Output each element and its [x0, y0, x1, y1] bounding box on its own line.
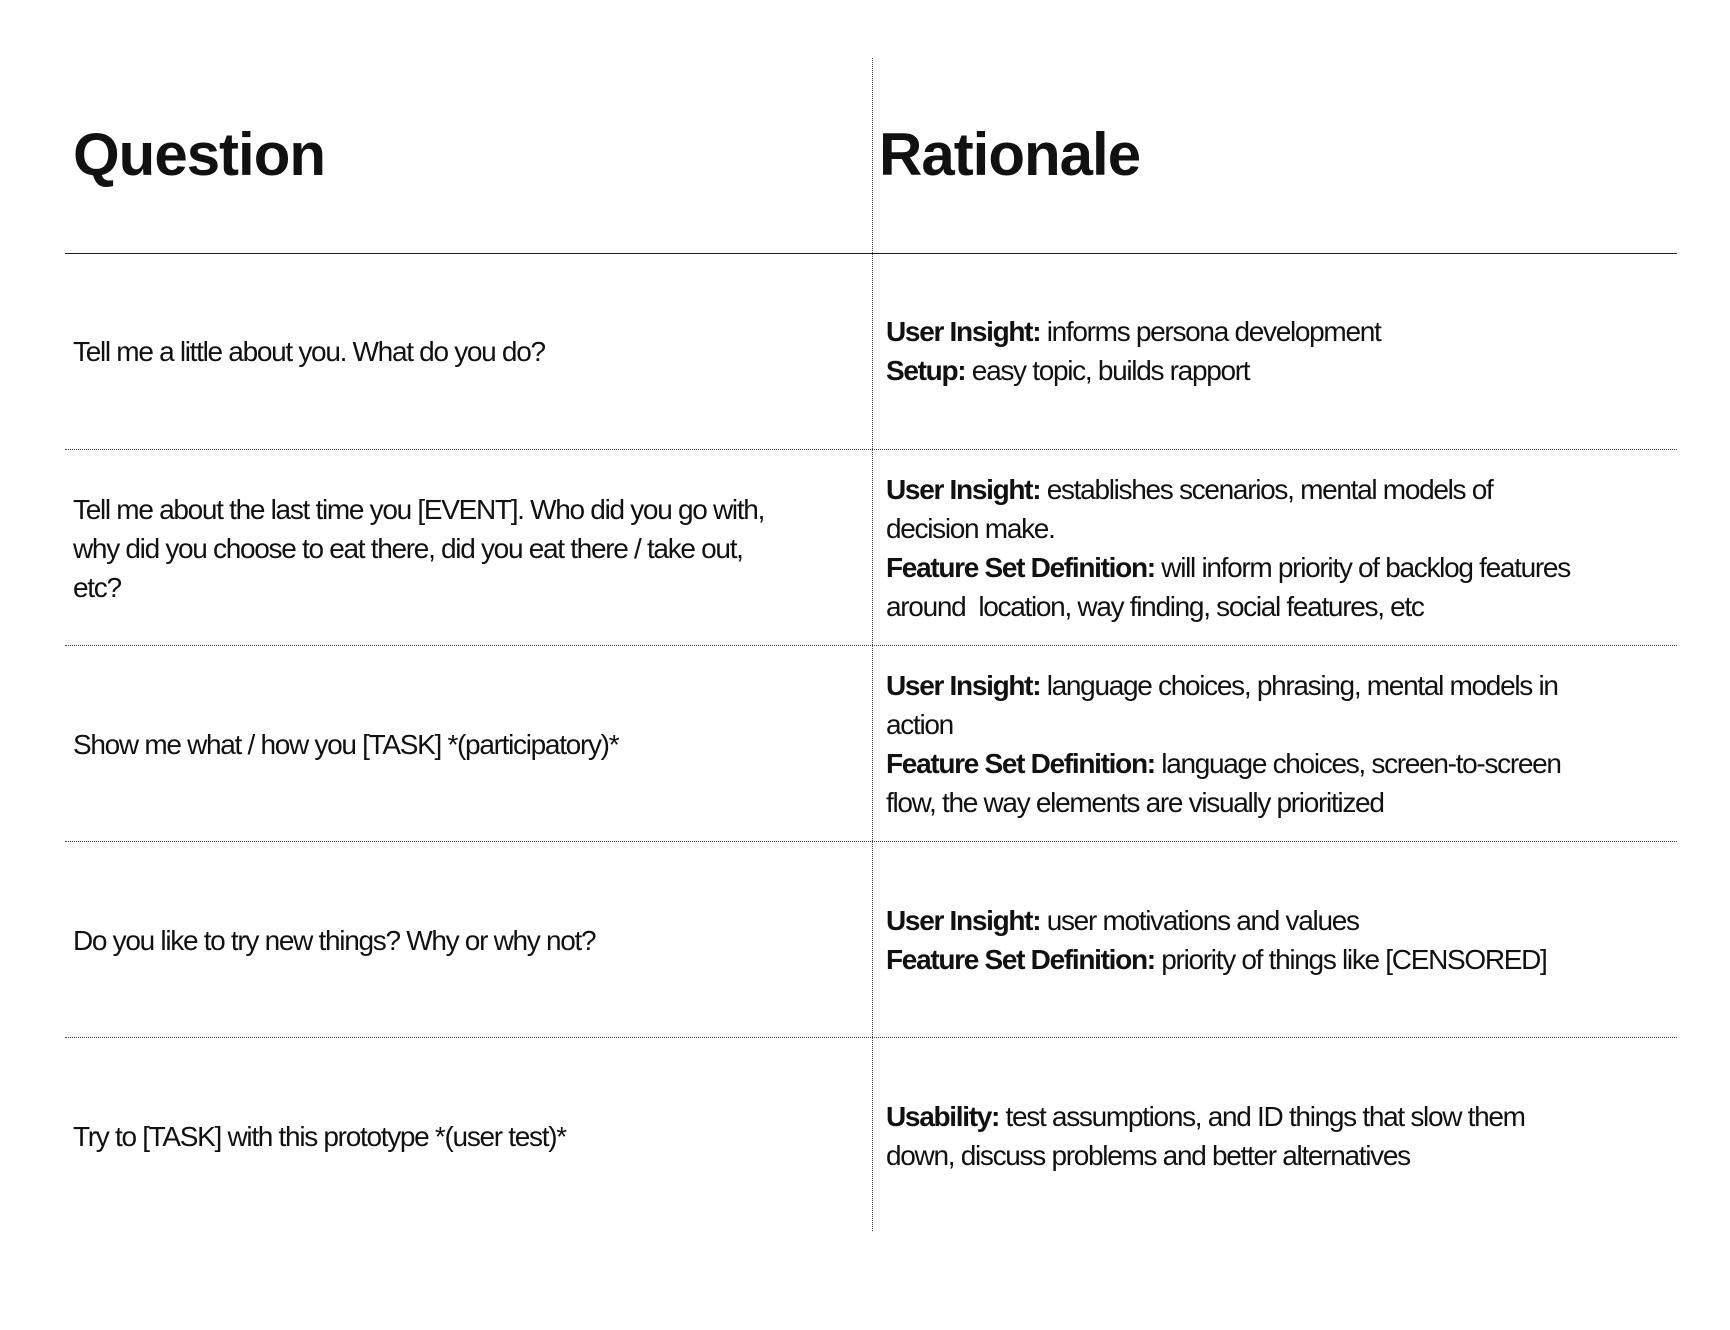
rationale-line — [886, 1136, 1525, 1175]
rationale-label: User Insight: — [886, 670, 1041, 701]
rationale-text: down, discuss problems and better alternatives — [886, 1140, 1410, 1171]
rationale-text: will inform priority of backlog features — [1154, 552, 1570, 583]
question-line: why did you choose to eat there, did you eat there / take out, — [73, 532, 743, 564]
rationale-label: Feature Set Definition: — [886, 552, 1155, 583]
rationale-line — [886, 940, 1547, 979]
table-row — [65, 841, 1677, 1038]
question-cell — [65, 253, 872, 449]
rationale-line — [886, 901, 1547, 940]
rationale-cell — [872, 646, 1561, 842]
question-line: Tell me a little about you. What do you do? — [73, 335, 545, 367]
rationale-line — [886, 783, 1561, 822]
rationale-line — [886, 312, 1380, 351]
rationale-text: easy topic, builds rapport — [965, 355, 1250, 386]
question-line: etc? — [73, 571, 121, 603]
question-line: Tell me about the last time you [EVENT]. Who did you go with, — [73, 493, 765, 525]
rationale-label: Feature Set Definition: — [886, 944, 1155, 975]
question-line: Try to [TASK] with this prototype *(user test)* — [73, 1120, 566, 1152]
rationale-label: Usability: — [886, 1101, 1000, 1132]
rationale-text: test assumptions, and ID things that slow them — [999, 1101, 1525, 1132]
rationale-text: around location, way finding, social features, etc — [886, 591, 1424, 622]
table-row — [65, 1037, 1677, 1234]
table-row — [65, 253, 1677, 449]
rationale-cell — [872, 842, 1547, 1038]
rationale-label: User Insight: — [886, 316, 1041, 347]
rationale-line — [886, 666, 1561, 705]
rationale-cell — [872, 450, 1570, 646]
question-line: Do you like to try new things? Why or why not? — [73, 924, 596, 956]
question-cell — [65, 842, 872, 1038]
rationale-header: Rationale — [879, 121, 1141, 188]
rationale-cell — [872, 1038, 1525, 1234]
rationale-line — [886, 1097, 1525, 1136]
rationale-cell — [872, 253, 1380, 449]
rationale-text: action — [886, 709, 953, 740]
rationale-label: User Insight: — [886, 905, 1041, 936]
rationale-text: establishes scenarios, mental models of — [1040, 474, 1493, 505]
question-cell — [65, 450, 872, 646]
rationale-text: informs persona development — [1040, 316, 1381, 347]
rationale-text: decision make. — [886, 513, 1055, 544]
rationale-line — [886, 351, 1380, 390]
question-cell — [65, 646, 872, 842]
rationale-line — [886, 548, 1570, 587]
rationale-label: User Insight: — [886, 474, 1041, 505]
rationale-text: user motivations and values — [1040, 905, 1359, 936]
table-row — [65, 645, 1677, 842]
rationale-label: Setup: — [886, 355, 966, 386]
rationale-line — [886, 470, 1570, 509]
rationale-text: flow, the way elements are visually prioritized — [886, 787, 1384, 818]
question-cell — [65, 1038, 872, 1234]
table-row — [65, 449, 1677, 646]
rationale-line — [886, 587, 1570, 626]
rationale-line — [886, 744, 1561, 783]
rationale-text: language choices, screen-to-screen — [1154, 748, 1561, 779]
rationale-text: priority of things like [CENSORED] — [1154, 944, 1547, 975]
question-header: Question — [73, 121, 326, 188]
rationale-text: language choices, phrasing, mental models in — [1040, 670, 1558, 701]
question-line: Show me what / how you [TASK] *(participatory)* — [73, 728, 619, 760]
rationale-label: Feature Set Definition: — [886, 748, 1155, 779]
rationale-line — [886, 509, 1570, 548]
rationale-line — [886, 705, 1561, 744]
